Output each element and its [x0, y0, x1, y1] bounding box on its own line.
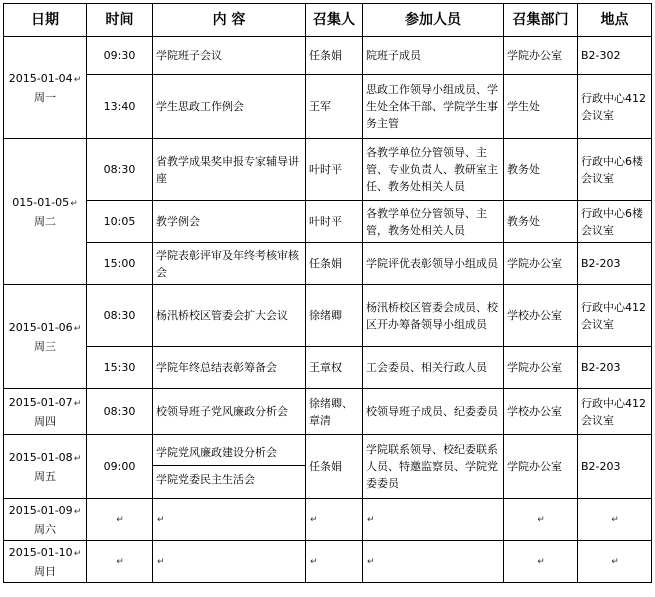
participants-cell: 思政工作领导小组成员、学生处全体干部、学院学生事务主管 [363, 75, 504, 139]
content-cell: 教学例会 [153, 201, 306, 243]
empty-cell [578, 541, 652, 583]
place-cell: 行政中心412会议室 [578, 75, 652, 139]
dept-cell: 学院办公室 [504, 243, 578, 285]
paragraph-mark-icon: ↵ [73, 323, 82, 334]
date-cell [4, 37, 87, 139]
time-cell: 15:30 [87, 347, 153, 389]
time-cell: 10:05 [87, 201, 153, 243]
participants-cell: 校领导班子成员、纪委委员 [363, 389, 504, 435]
participants-cell: 工会委员、相关行政人员 [363, 347, 504, 389]
table-row [4, 75, 652, 139]
empty-cell [153, 541, 306, 583]
empty-cell [87, 499, 153, 541]
paragraph-mark-icon: ↵ [157, 557, 165, 567]
date-text: 015-01-05 [12, 195, 70, 209]
content-cell: 杨汛桥校区管委会扩大会议 [153, 285, 306, 347]
date-text: 2015-01-07 [8, 395, 73, 409]
dept-cell: 学校办公室 [504, 389, 578, 435]
paragraph-mark-icon: ↵ [310, 515, 318, 525]
time-cell: 08:30 [87, 285, 153, 347]
paragraph-mark-icon: ↵ [310, 557, 318, 567]
time-cell: 15:00 [87, 243, 153, 285]
date-cell [4, 541, 87, 583]
convener-cell: 王章权 [306, 347, 363, 389]
table-row [4, 201, 652, 243]
paragraph-mark-icon: ↵ [611, 515, 619, 525]
dept-cell: 学院办公室 [504, 435, 578, 499]
weekday-text: 周日 [34, 564, 56, 578]
weekday-text: 周三 [34, 339, 56, 353]
paragraph-mark-icon: ↵ [73, 453, 82, 464]
paragraph-mark-icon: ↵ [73, 548, 82, 559]
dept-cell: 教务处 [504, 139, 578, 201]
empty-cell [87, 541, 153, 583]
convener-cell: 任条娟 [306, 243, 363, 285]
table-row [4, 243, 652, 285]
time-cell: 09:00 [87, 435, 153, 499]
time-cell: 13:40 [87, 75, 153, 139]
header-date: 日期 [4, 4, 87, 37]
place-cell: 行政中心6楼会议室 [578, 201, 652, 243]
dept-cell: 学生处 [504, 75, 578, 139]
participants-cell: 各教学单位分管领导、主管、专业负责人、教研室主任、教务处相关人员 [363, 139, 504, 201]
paragraph-mark-icon: ↵ [537, 515, 545, 525]
header-participants: 参加人员 [363, 4, 504, 37]
date-text: 2015-01-08 [8, 450, 73, 464]
header-dept: 召集部门 [504, 4, 578, 37]
weekday-text: 周四 [34, 414, 56, 428]
paragraph-mark-icon: ↵ [537, 557, 545, 567]
content-item: 学院党委民主生活会 [156, 473, 255, 486]
convener-cell: 任条娟 [306, 37, 363, 75]
weekday-text: 周六 [34, 522, 56, 536]
table-row [4, 499, 652, 541]
date-cell [4, 389, 87, 435]
time-cell: 09:30 [87, 37, 153, 75]
empty-cell [578, 499, 652, 541]
table-row [4, 389, 652, 435]
empty-cell [306, 541, 363, 583]
header-place: 地点 [578, 4, 652, 37]
paragraph-mark-icon: ↵ [116, 557, 124, 567]
empty-cell [153, 499, 306, 541]
paragraph-mark-icon: ↵ [367, 557, 375, 567]
paragraph-mark-icon: ↵ [157, 515, 165, 525]
date-cell [4, 285, 87, 389]
place-cell: 行政中心412会议室 [578, 285, 652, 347]
participants-cell: 学院联系领导、校纪委联系人员、特邀监察员、学院党委委员 [363, 435, 504, 499]
paragraph-mark-icon: ↵ [116, 515, 124, 525]
header-convener: 召集人 [306, 4, 363, 37]
place-cell: B2-203 [578, 347, 652, 389]
empty-cell [504, 499, 578, 541]
table-row [4, 285, 652, 347]
content-cell: 学院年终总结表彰筹备会 [153, 347, 306, 389]
date-text: 2015-01-06 [8, 320, 73, 334]
participants-cell: 院班子成员 [363, 37, 504, 75]
table-row [4, 139, 652, 201]
weekday-text: 周二 [34, 214, 56, 228]
header-content: 内 容 [153, 4, 306, 37]
time-cell: 08:30 [87, 139, 153, 201]
time-cell: 08:30 [87, 389, 153, 435]
weekday-text: 周五 [34, 469, 56, 483]
place-cell: 行政中心6楼会议室 [578, 139, 652, 201]
paragraph-mark-icon: ↵ [367, 515, 375, 525]
paragraph-mark-icon: ↵ [611, 557, 619, 567]
convener-cell: 徐绪卿 [306, 285, 363, 347]
paragraph-mark-icon: ↵ [70, 198, 78, 209]
empty-cell [306, 499, 363, 541]
table-row [4, 347, 652, 389]
content-cell: 校领导班子党风廉政分析会 [153, 389, 306, 435]
content-cell: 省教学成果奖申报专家辅导讲座 [153, 139, 306, 201]
date-cell [4, 499, 87, 541]
table-row [4, 37, 652, 75]
place-cell: B2-203 [578, 435, 652, 499]
dept-cell: 学院办公室 [504, 347, 578, 389]
dept-cell: 学院办公室 [504, 37, 578, 75]
paragraph-mark-icon: ↵ [73, 398, 82, 409]
header-time: 时间 [87, 4, 153, 37]
content-cell: 学院班子会议 [153, 37, 306, 75]
participants-cell: 学院评优表彰领导小组成员 [363, 243, 504, 285]
meeting-schedule-table [3, 3, 652, 583]
table-row [4, 541, 652, 583]
empty-cell [504, 541, 578, 583]
date-text: 2015-01-09 [8, 503, 73, 517]
convener-cell: 叶时平 [306, 201, 363, 243]
dept-cell: 教务处 [504, 201, 578, 243]
date-text: 2015-01-10 [8, 545, 73, 559]
convener-cell: 任条娟 [306, 435, 363, 499]
table-row [4, 435, 652, 499]
convener-cell: 叶时平 [306, 139, 363, 201]
date-cell [4, 139, 87, 285]
participants-cell: 杨汛桥校区管委会成员、校区开办筹备领导小组成员 [363, 285, 504, 347]
place-cell: B2-203 [578, 243, 652, 285]
convener-cell: 王军 [306, 75, 363, 139]
content-cell: 学生思政工作例会 [153, 75, 306, 139]
empty-cell [363, 499, 504, 541]
content-cell [153, 435, 306, 499]
content-item: 学院党风廉政建设分析会 [153, 440, 305, 466]
convener-cell: 徐绪卿、章清 [306, 389, 363, 435]
date-cell [4, 435, 87, 499]
date-text: 2015-01-04 [8, 71, 73, 85]
content-cell: 学院表彰评审及年终考核审核会 [153, 243, 306, 285]
paragraph-mark-icon: ↵ [73, 74, 82, 85]
weekday-text: 周一 [34, 90, 56, 104]
place-cell: B2-302 [578, 37, 652, 75]
place-cell: 行政中心412会议室 [578, 389, 652, 435]
participants-cell: 各教学单位分管领导、主管，教务处相关人员 [363, 201, 504, 243]
header-row [4, 4, 652, 37]
empty-cell [363, 541, 504, 583]
paragraph-mark-icon: ↵ [73, 506, 82, 517]
dept-cell: 学校办公室 [504, 285, 578, 347]
